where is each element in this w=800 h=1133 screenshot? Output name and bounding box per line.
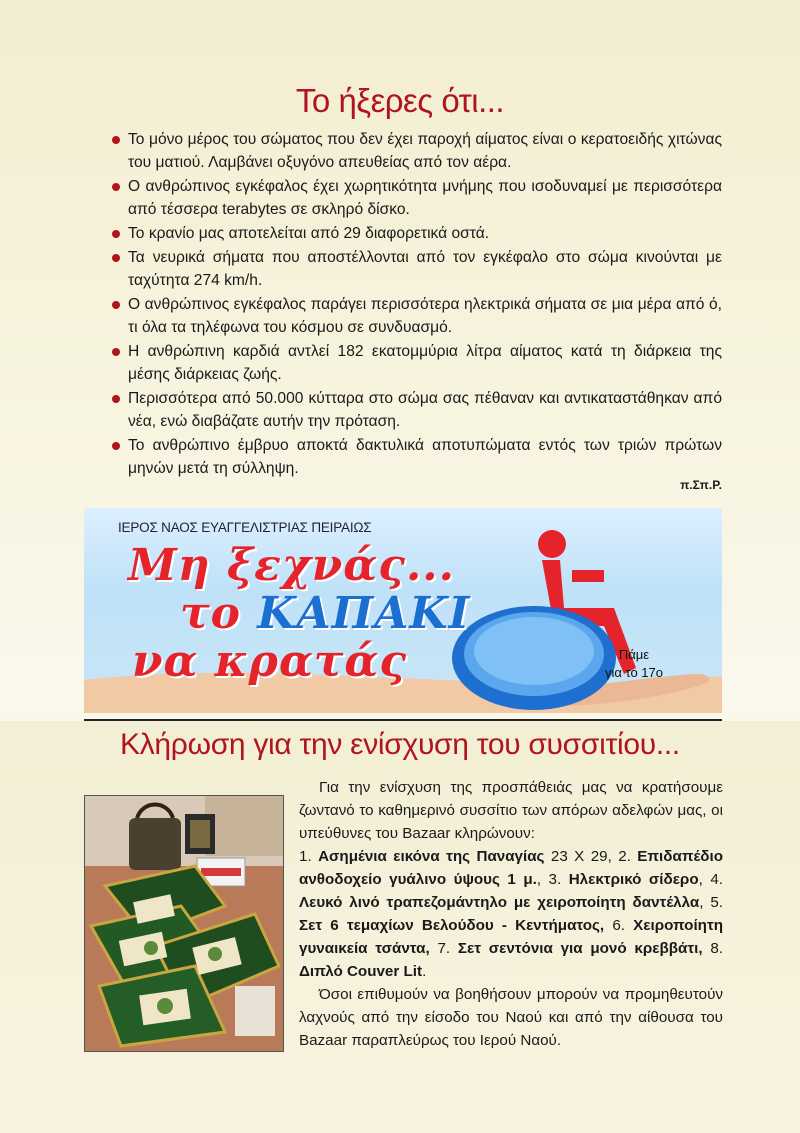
banner-cap-caption-line2: για το 17ο xyxy=(605,665,663,680)
prize-name: Διπλό Couver Lit xyxy=(299,963,423,980)
fact-item: Ο ανθρώπινος εγκέφαλος παράγει περισσότερα ηλεκτρικά σήματα σε μια μέρα από ό, τι όλα τα τηλέφωνα του κόσμου σε συνδυασμό. xyxy=(112,293,722,339)
raffle-prizes xyxy=(299,845,723,983)
prize-detail: 23 X 29, xyxy=(544,848,619,865)
section-title-did-you-know: Το ήξερες ότι... xyxy=(295,82,505,119)
prize-separator: , xyxy=(699,894,711,911)
prize-name: Σετ 6 τεμαχίων Βελούδου - Κεντήματος, xyxy=(299,917,605,934)
banner-slogan-line3: να κρατάς xyxy=(132,636,408,687)
prize-number: 7. xyxy=(437,940,458,957)
prize-name: Επιδαπέδιο ανθοδοχείο γυάλινο ύψους 1 μ. xyxy=(299,848,724,888)
section-divider xyxy=(84,719,722,721)
fact-item: Τα νευρικά σήματα που αποστέλλονται από τον εγκέφαλο στο σώμα κινούνται με ταχύτητα 274 km/h. xyxy=(112,246,722,292)
prize-name: Ηλεκτρικό σίδερο xyxy=(568,871,699,888)
prize-separator: , xyxy=(698,871,711,888)
banner-cap-caption-line1: Πάμε xyxy=(618,647,650,662)
prize-separator: . xyxy=(422,963,427,980)
author-signature: π.Σπ.Ρ. xyxy=(680,478,722,492)
section-title-raffle: Κλήρωση για την ενίσχυση του συσσιτίου... xyxy=(120,728,680,761)
prize-number: 4. xyxy=(710,871,723,888)
raffle-article xyxy=(299,776,723,1052)
fact-item: Περισσότερα από 50.000 κύτταρα στο σώμα σας πέθαναν και αντικαταστάθηκαν από νέα, ενώ διαβάζατε αυτήν την πρόταση. xyxy=(112,387,722,433)
fact-item: Το κρανίο μας αποτελείται από 29 διαφορετικά οστά. xyxy=(112,222,722,245)
raffle-intro: Για την ενίσχυση της προσπάθειάς μας να κρατήσουμε ζωντανό το καθημερινό συσσίτιο των απόρων αδελφών μας, οι υπεύθυνες του Bazaar κληρώνουν: xyxy=(299,779,723,842)
banner-slogan-line2 xyxy=(180,588,470,639)
banner-cap-caption xyxy=(574,646,694,682)
prize-name: Ασημένια εικόνα της Παναγίας xyxy=(318,848,545,865)
prize-name: Σετ σεντόνια για μονό κρεββάτι, xyxy=(457,940,703,957)
fact-item: Ο ανθρώπινος εγκέφαλος έχει χωρητικότητα μνήμης που ισοδυναμεί με περισσότερα από τέσσερα terabytes σε σκληρό δίσκο. xyxy=(112,175,722,221)
fact-item: Το μόνο μέρος του σώματος που δεν έχει παροχή αίματος είναι ο κερατοειδής χιτώνας του ματιού. Λαμβάνει οξυγόνο απευθείας από τον αέρα. xyxy=(112,128,722,174)
prize-number: 1. xyxy=(299,848,319,865)
fact-item: Το ανθρώπινο έμβρυο αποκτά δακτυλικά αποτυπώματα εντός των τριών πρώτων μηνών μετά τη σύλληψη. xyxy=(112,434,722,480)
bottle-cap-campaign-banner xyxy=(84,508,722,713)
prize-name: Χειροποίητη γυναικεία τσάντα, xyxy=(299,917,723,957)
raffle-closing: Όσοι επιθυμούν να βοηθήσουν μπορούν να προμηθευτούν λαχνούς από την είσοδο του Ναού και από την αίθουσα του Bazaar παραπλεύρως του Ιερού Ναού. xyxy=(299,986,723,1049)
prize-number: 6. xyxy=(612,917,634,934)
banner-slogan-word: το xyxy=(180,588,258,639)
banner-organization: ΙΕΡΟΣ ΝΑΟΣ ΕΥΑΓΓΕΛΙΣΤΡΙΑΣ ΠΕΙΡΑΙΩΣ xyxy=(118,520,372,535)
fact-item: Η ανθρώπινη καρδιά αντλεί 182 εκατομμύρια λίτρα αίματος κατά τη διάρκεια της μέσης διάρκειας ζωής. xyxy=(112,340,722,386)
prize-number: 3. xyxy=(548,871,569,888)
prize-separator: , xyxy=(536,871,549,888)
banner-slogan-cap-word: ΚΑΠΑΚΙ xyxy=(257,588,471,639)
banner-slogan-line1: Μη ξεχνάς... xyxy=(128,540,455,591)
prize-number: 5. xyxy=(710,894,723,911)
facts-list xyxy=(112,128,722,481)
prize-name: Λευκό λινό τραπεζομάντηλο με χειροποίητη δαντέλλα xyxy=(299,894,700,911)
raffle-prizes-illustration xyxy=(85,796,283,1051)
raffle-prizes-photo xyxy=(84,795,284,1052)
prize-number: 2. xyxy=(618,848,638,865)
prize-number: 8. xyxy=(710,940,723,957)
